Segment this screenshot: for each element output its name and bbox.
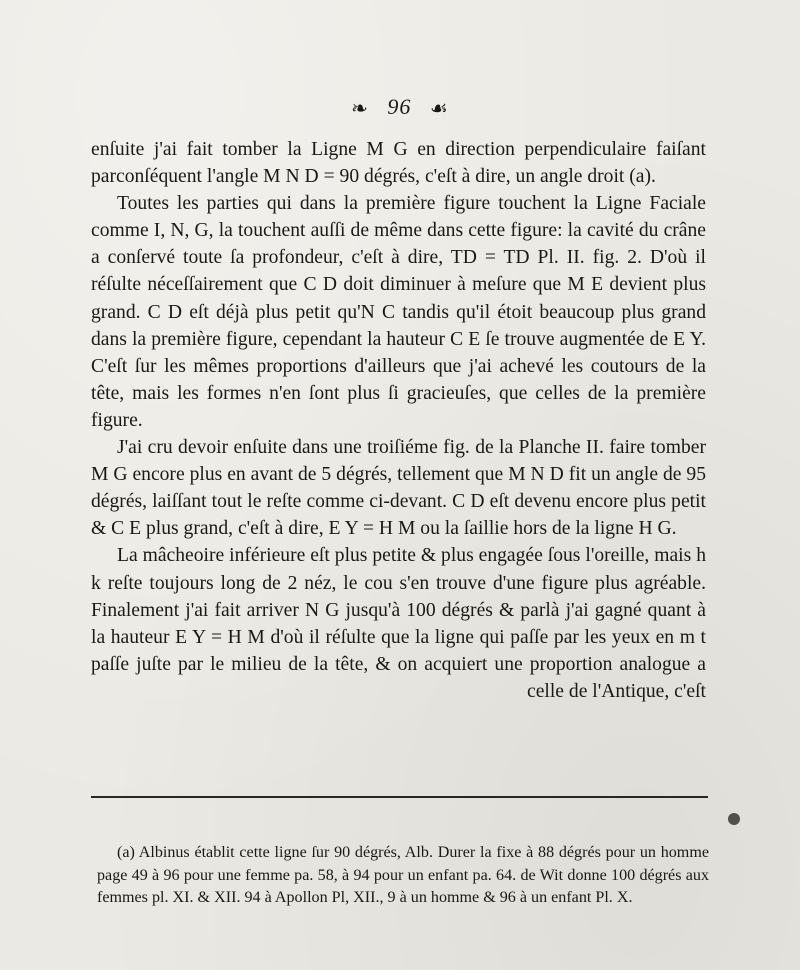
page-header [0, 94, 800, 121]
fleuron-left-icon: ❧ [351, 98, 369, 121]
main-text [91, 136, 706, 705]
footnote-divider [91, 796, 708, 798]
paragraph: J'ai cru devoir enſuite dans une troiſiéme fig. de la Planche II. faire tomber M G encore plus en avant de 5 dégrés, tellement que M N D fit un angle de 95 dégrés, laiſſant tout le reſte comme ci-devant. C D eſt devenu encore plus petit & C E plus grand, c'eſt à dire, E Y = H M ou la ſaillie hors de la ligne H G. [91, 437, 706, 540]
fleuron-right-icon: ☙ [429, 98, 449, 121]
paragraph: La mâcheoire inférieure eſt plus petite & plus engagée ſous l'oreille, mais h k reſte toujours long de 2 néz, le cou s'en trouve d'une figure plus agréable. Finalement j'ai fait arriver N G jusqu'à 100 dégrés & parlà j'ai gagné quant à la hauteur E Y = H M d'où il réſulte que la ligne qui paſſe par les yeux en m t paſſe juſte par le milieu de la tête, & on acquiert une proportion analogue a celle de l'Antique, c'eſt [91, 545, 706, 702]
footnote: (a) Albinus établit cette ligne ſur 90 dégrés, Alb. Durer la fixe à 88 dégrés pour un homme page 49 à 96 pour une femme pa. 58, à 94 pour un enfant pa. 64. de Wit donne 100 dégrés aux femmes pl. XI. & XII. 94 à Apollon Pl, XII., 9 à un homme & 96 à un enfant Pl. X. [97, 844, 709, 907]
ink-blot-icon [728, 813, 740, 825]
paragraph: Toutes les parties qui dans la première figure touchent la Ligne Faciale comme I, N, G, la touchent auſſi de même dans cette figure: la cavité du crâne a conſervé toute ſa profondeur, c'eſt à dire, TD = TD Pl. II. fig. 2. D'où il réſulte néceſſairement que C D doit diminuer à meſure que M E devient plus grand. C D eſt déjà plus petit qu'N C tandis qu'il étoit beaucoup plus grand dans la première figure, cependant la hauteur C E ſe trouve augmentée de E Y. C'eſt ſur les mêmes proportions d'ailleurs que j'ai achevé les coutours de la tête, mais les formes n'en ſont plus ſi gracieuſes, que celles de la première figure. [91, 193, 706, 431]
paragraph: enſuite j'ai fait tomber la Ligne M G en direction perpendiculaire faiſant parconſéquent l'angle M N D = 90 dégrés, c'eſt à dire, un angle droit (a). [91, 139, 706, 188]
page-number: 96 [387, 94, 412, 119]
